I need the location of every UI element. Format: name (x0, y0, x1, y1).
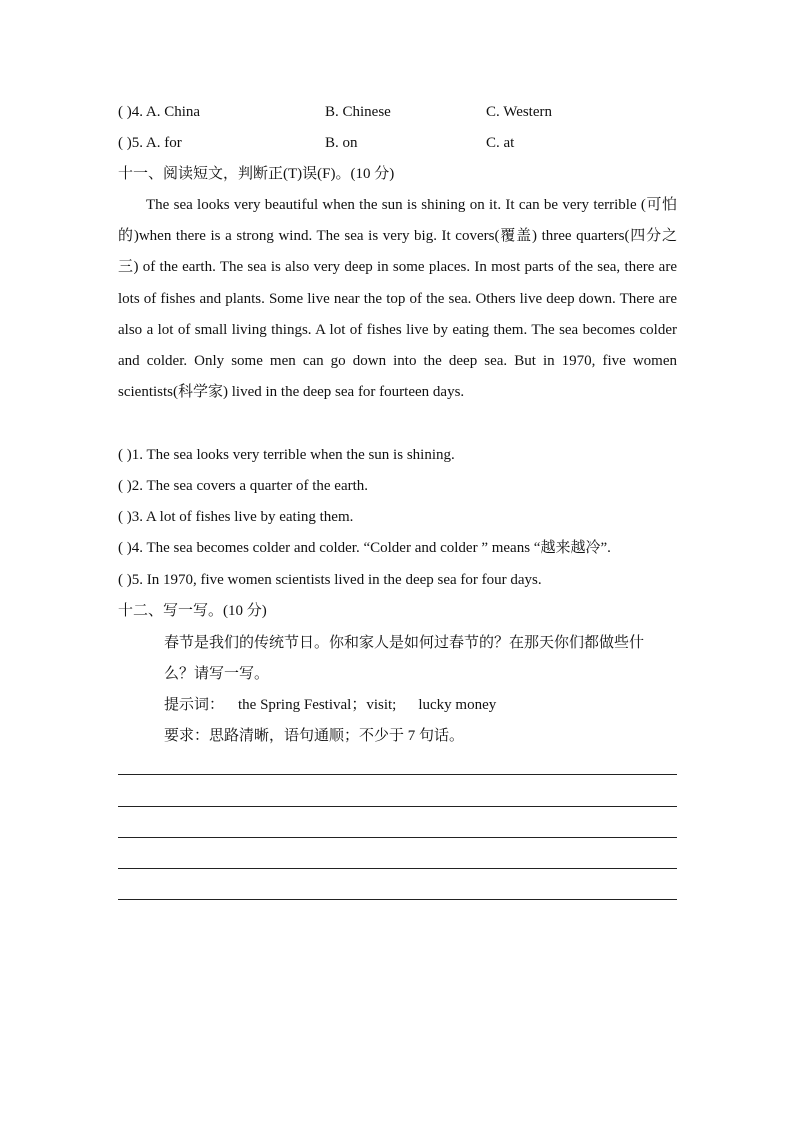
writing-answer-line-2[interactable] (118, 806, 677, 807)
tf-statement-1: ( )1. The sea looks very terrible when the sun is shining. (118, 447, 455, 463)
hint-words-line (164, 695, 496, 715)
reading-passage: The sea looks very beautiful when the sun is shining on it. It can be very terrible (可怕的)when there is a strong wind. The sea is very big. It covers(覆盖) three quarters(四分之三) of the earth. The sea is also very deep in some places. In most parts of the sea, there are lots of fishes and plants. Some live near the top of the sea. Others live deep down. There are also a lot of small living things. A lot of fishes live by eating them. The sea becomes colder and colder. Only some men can go down into the deep sea. But in 1970, five women scientists(科学家) lived in the deep sea for fourteen days. (118, 197, 677, 401)
writing-answer-line-1[interactable] (118, 774, 677, 775)
choice-q5-option-b: B. on (325, 135, 358, 151)
writing-answer-line-5[interactable] (118, 899, 677, 900)
choice-q4-option-b: B. Chinese (325, 104, 391, 120)
choice-q4-option-c: C. Western (486, 104, 553, 120)
writing-requirement: 要求：思路清晰，语句通顺；不少于 7 句话。 (164, 728, 465, 744)
hint-label: 提示词： (164, 697, 225, 713)
section11-heading: 十一、阅读短文，判断正(T)误(F)。(10 分) (118, 166, 395, 182)
writing-answer-line-4[interactable] (118, 868, 677, 869)
writing-prompt-line2: 么？请写一写。 (164, 666, 270, 682)
writing-prompt-line1: 春节是我们的传统节日。你和家人是如何过春节的？在那天你们都做些什 (164, 635, 645, 651)
hint-word-lucky-money: lucky money (418, 697, 497, 713)
choice-q5-stem: ( )5. A. for (118, 135, 182, 151)
tf-statement-3: ( )3. A lot of fishes live by eating them. (118, 509, 354, 525)
section12-heading: 十二、写一写。(10 分) (118, 603, 267, 619)
tf-statement-5: ( )5. In 1970, five women scientists lived in the deep sea for four days. (118, 572, 542, 588)
choice-q5-option-c: C. at (486, 135, 515, 151)
tf-statement-4: ( )4. The sea becomes colder and colder. “Colder and colder ” means “越来越冷”. (118, 540, 611, 556)
tf-statement-2: ( )2. The sea covers a quarter of the earth. (118, 478, 369, 494)
hint-words: the Spring Festival；visit; (238, 697, 397, 713)
writing-answer-line-3[interactable] (118, 837, 677, 838)
choice-q4-stem: ( )4. A. China (118, 104, 201, 120)
